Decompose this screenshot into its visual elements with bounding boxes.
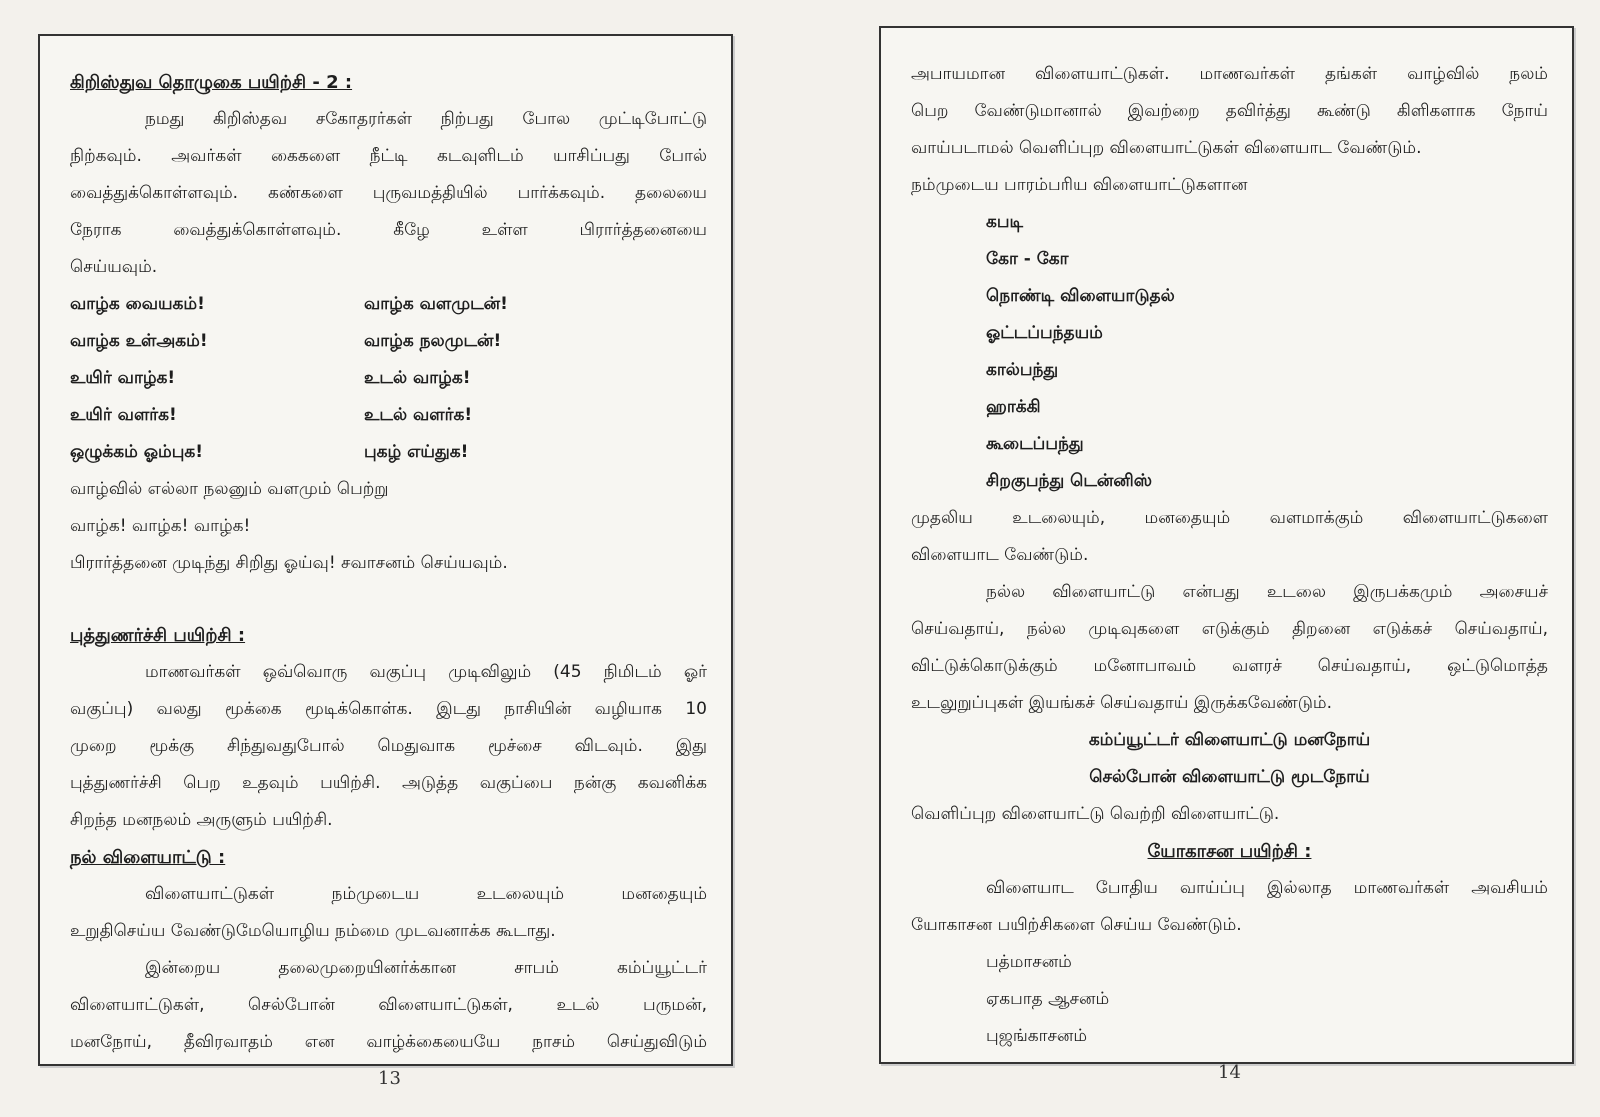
- left-page-content: [70, 64, 707, 1061]
- prayer-end-line: வாழ்க! வாழ்க! வாழ்க!: [70, 516, 251, 536]
- refresh-line: புத்துணர்ச்சி பெற உதவும் பயிற்சி. அடுத்த வகுப்பை நன்கு கவனிக்க: [70, 773, 707, 793]
- intro-line: நம்முடைய பாரம்பரிய விளையாட்டுகளான: [911, 175, 1248, 195]
- game-item: நொண்டி விளையாடுதல்: [986, 286, 1175, 306]
- games-line: இன்றைய தலைமுறையினர்க்கான சாபம் கம்ப்யூட்டர்: [145, 958, 707, 978]
- blessing-right: உடல் வாழ்க!: [364, 368, 471, 388]
- game-item: ஹாக்கி: [986, 397, 1041, 417]
- intro-line: வாய்படாமல் வெளிப்புற விளையாட்டுகள் விளையாட வேண்டும்.: [911, 138, 1422, 158]
- games-line: மனநோய், தீவிரவாதம் என வாழ்க்கையையே நாசம் செய்துவிடும்: [70, 1032, 707, 1052]
- games-line: விளையாட்டுகள், செல்போன் விளையாட்டுகள், உடல் பருமன்,: [70, 995, 707, 1015]
- blessing-row: [70, 397, 707, 434]
- good-game-line: நல்ல விளையாட்டு என்பது உடலை இருபக்கமும் அசையச்: [986, 582, 1548, 602]
- game-item: கபடி: [986, 212, 1024, 232]
- game-item: சிறகுபந்து டென்னிஸ்: [986, 471, 1152, 491]
- blessing-left: வாழ்க வையகம்!: [70, 294, 205, 314]
- prayer-line: நிற்கவும். அவர்கள் கைகளை நீட்டி கடவுளிடம் யாசிப்பது போல்: [70, 146, 707, 166]
- refresh-line: வகுப்பு) வலது மூக்கை மூடிக்கொள்க. இடது நாசியின் வழியாக 10: [70, 699, 707, 719]
- after-games-line: முதலிய உடலையும், மனதையும் வளமாக்கும் விளையாட்டுகளை: [911, 508, 1548, 528]
- games-line: உறுதிசெய்ய வேண்டுமேயொழிய நம்மை முடவனாக்க கூடாது.: [70, 921, 556, 941]
- refresh-line: முறை மூக்கு சிந்துவதுபோல் மெதுவாக மூச்சை விடவும். இது: [70, 736, 707, 756]
- game-item: கால்பந்து: [986, 360, 1059, 380]
- asana-item: பத்மாசனம்: [986, 952, 1072, 972]
- prayer-line: நமது கிறிஸ்தவ சகோதரர்கள் நிற்பது போல முட்டிபோட்டு: [145, 109, 707, 129]
- prayer-end-line: வாழ்வில் எல்லா நலனும் வளமும் பெற்று: [70, 479, 389, 499]
- blessing-left: ஒழுக்கம் ஓம்புக!: [70, 442, 203, 462]
- refresh-line: சிறந்த மனநலம் அருளும் பயிற்சி.: [70, 810, 333, 830]
- game-item: ஓட்டப்பந்தயம்: [986, 323, 1103, 343]
- right-page-content: [911, 56, 1548, 1055]
- game-item: கோ - கோ: [986, 249, 1069, 269]
- yoga-line: விளையாட போதிய வாய்ப்பு இல்லாத மாணவர்கள் அவசியம்: [986, 878, 1548, 898]
- blessing-right: உடல் வளர்க!: [364, 405, 473, 425]
- game-item: கூடைப்பந்து: [986, 434, 1084, 454]
- blessing-row: [70, 323, 707, 360]
- blessing-left: வாழ்க உள்அகம்!: [70, 331, 208, 351]
- good-game-line: உடலுறுப்புகள் இயங்கச் செய்வதாய் இருக்கவேண்டும்.: [911, 693, 1332, 713]
- blessing-row: [70, 360, 707, 397]
- page-number-left: 13: [378, 1068, 401, 1089]
- intro-line: பெற வேண்டுமானால் இவற்றை தவிர்த்து கூண்டு கிளிகளாக நோய்: [911, 101, 1548, 121]
- intro-line: அபாயமான விளையாட்டுகள். மாணவர்கள் தங்கள் வாழ்வில் நலம்: [911, 64, 1548, 84]
- spacer: [70, 582, 707, 617]
- page-number-right: 14: [1218, 1062, 1241, 1083]
- prayer-line: செய்யவும்.: [70, 257, 158, 277]
- good-game-line: விட்டுக்கொடுக்கும் மனோபாவம் வளரச் செய்வதாய், ஒட்டுமொத்த: [911, 656, 1548, 676]
- prayer-heading: கிறிஸ்துவ தொழுகை பயிற்சி - 2 :: [70, 72, 353, 93]
- asana-item: புஜங்காசனம்: [986, 1026, 1088, 1046]
- games-heading: நல் விளையாட்டு :: [70, 847, 226, 868]
- slogan-outdoor: வெளிப்புற விளையாட்டு வெற்றி விளையாட்டு.: [911, 804, 1280, 824]
- slogan-computer: கம்ப்யூட்டர் விளையாட்டு மனநோய்: [1088, 730, 1371, 750]
- blessing-right: வாழ்க நலமுடன்!: [364, 331, 502, 351]
- games-line: விளையாட்டுகள் நம்முடைய உடலையும் மனதையும்: [145, 884, 707, 904]
- blessing-right: வாழ்க வளமுடன்!: [364, 294, 508, 314]
- left-page: [38, 34, 733, 1066]
- refresh-heading: புத்துணர்ச்சி பயிற்சி :: [70, 625, 246, 646]
- prayer-line: நேராக வைத்துக்கொள்ளவும். கீழே உள்ள பிரார்த்தனையை: [70, 220, 707, 240]
- blessing-right: புகழ் எய்துக!: [364, 442, 469, 462]
- yoga-heading: யோகாசன பயிற்சி :: [1147, 841, 1312, 862]
- right-page: [879, 26, 1574, 1064]
- blessing-row: [70, 286, 707, 323]
- yoga-line: யோகாசன பயிற்சிகளை செய்ய வேண்டும்.: [911, 915, 1242, 935]
- blessing-left: உயிர் வளர்க!: [70, 405, 177, 425]
- prayer-line: வைத்துக்கொள்ளவும். கண்களை புருவமத்தியில் பார்க்கவும். தலையை: [70, 183, 707, 203]
- after-games-line: விளையாட வேண்டும்.: [911, 545, 1089, 565]
- prayer-end-line: பிரார்த்தனை முடிந்து சிறிது ஓய்வு! சவாசனம் செய்யவும்.: [70, 553, 508, 573]
- asana-item: ஏகபாத ஆசனம்: [986, 989, 1110, 1009]
- blessing-left: உயிர் வாழ்க!: [70, 368, 176, 388]
- blessing-row: [70, 434, 707, 471]
- slogan-cellphone: செல்போன் விளையாட்டு மூடநோய்: [1089, 767, 1370, 787]
- refresh-line: மாணவர்கள் ஒவ்வொரு வகுப்பு முடிவிலும் (45 நிமிடம் ஓர்: [145, 662, 707, 682]
- good-game-line: செய்வதாய், நல்ல முடிவுகளை எடுக்கும் திறனை எடுக்கச் செய்வதாய்,: [911, 619, 1548, 639]
